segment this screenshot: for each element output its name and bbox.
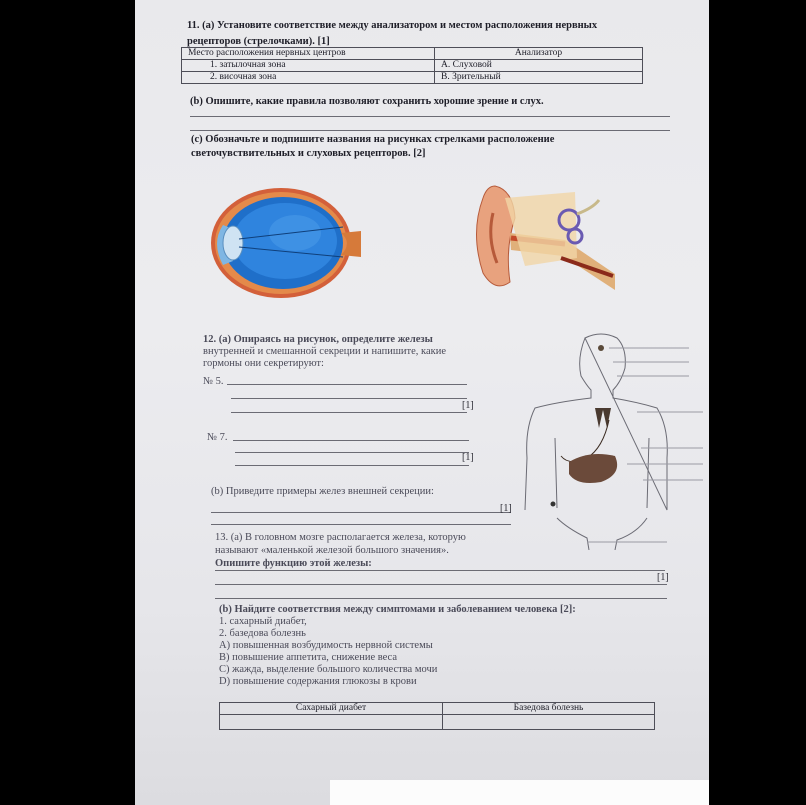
q13-item: D) повышение содержания глюкозы в крови [219,676,417,687]
q12-mark-2: [1] [462,452,474,463]
q12-mark-1: [1] [462,400,474,411]
answer-line [235,452,469,453]
answer-line [215,570,665,571]
q13-item: 1. сахарный диабет, [219,616,307,627]
q12-a-line1: 12. (а) Опираясь на рисунок, определите железы [203,334,433,345]
ear-illustration [465,178,615,303]
q13-col1-header: Сахарный диабет [220,703,443,715]
q11-row1-col2: А. Слуховой [435,60,643,72]
answer-line [215,584,667,585]
q13-item: 2. базедова болезнь [219,628,306,639]
q11-b: (b) Опишите, какие правила позволяют сохранить хорошие зрение и слух. [190,96,544,107]
q13-a-line3: Опишите функцию этой железы: [215,558,372,569]
q13-item: С) жажда, выделение большого количества мочи [219,664,438,675]
eye-illustration [203,183,363,303]
q13-a-line2: называют «маленькой железой большого значения». [215,545,449,556]
endocrine-glands-figure [517,328,703,550]
answer-line [227,384,467,385]
q11-row2-col1: 2. височная зона [182,72,435,84]
q11-heading: 11. (а) Установите соответствие между анализатором и местом расположения нервных [187,20,598,31]
answer-line [235,465,469,466]
q12-a-line2: внутренней и смешанной секреции и напишите, какие [203,346,447,357]
q11-c-line1: (c) Обозначьте и подпишите названия на рисунках стрелками расположение [191,134,555,145]
q12-n7: № 7. [207,432,228,443]
q12-b: (b) Приведите примеры желез внешней секреции: [211,486,434,497]
bottom-glare [330,780,709,805]
q13-mark-1: [1] [657,572,669,583]
q13-answer-cell-1[interactable] [220,715,443,730]
q11-row2-col2: В. Зрительный [435,72,643,84]
q13-item: В) повышение аппетита, снижение веса [219,652,397,663]
q12-mark-3: [1] [500,503,512,514]
answer-line [211,512,511,513]
q12-a-line3: гормоны они секретируют: [203,358,324,369]
q13-answer-table [219,702,655,730]
q13-item: А) повышенная возбудимость нервной системы [219,640,433,651]
q11-heading-cont: рецепторов (стрелочками). [1] [187,36,330,47]
worksheet-page [135,0,709,805]
answer-line [233,440,469,441]
q13-a-line1: 13. (а) В головном мозге располагается железа, которую [215,532,466,543]
q11-table [181,47,643,84]
answer-line [190,116,670,117]
q13-col2-header: Базедова болезнь [443,703,655,715]
q11-col2-header: Анализатор [435,48,643,60]
answer-line [215,598,667,599]
answer-line [231,412,467,413]
q11-c-line2: светочувствительных и слуховых рецепторов. [2] [191,148,426,159]
answer-line [190,130,670,131]
q13-b: (b) Найдите соответствия между симптомами и заболеванием человека [2]: [219,604,576,615]
q12-n5: № 5. [203,376,224,387]
answer-line [211,524,511,525]
answer-line [231,398,467,399]
q11-col1-header: Место расположения нервных центров [182,48,435,60]
q11-row1-col1: 1. затылочная зона [182,60,435,72]
q13-answer-cell-2[interactable] [443,715,655,730]
